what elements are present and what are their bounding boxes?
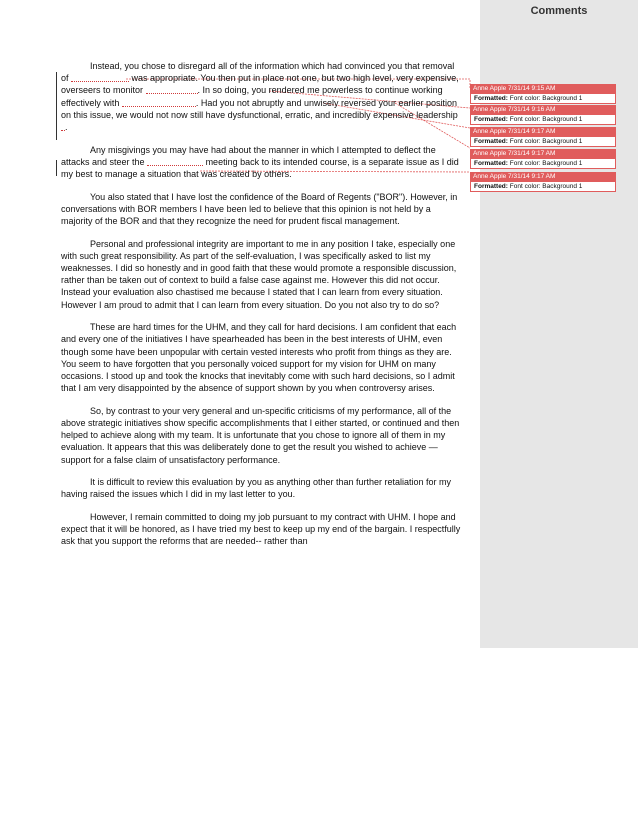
comment-body	[470, 182, 616, 192]
comment-label: Formatted:	[474, 95, 508, 102]
comment-detail: Font color: Background 1	[509, 138, 583, 145]
comment-detail: Font color: Background 1	[509, 160, 583, 167]
paragraph-text: was appropriate. You then put in place not one, but two high level, very expensive, overseers to monitor	[61, 73, 459, 96]
comments-pane-heading: Comments	[530, 5, 588, 17]
paragraph	[61, 60, 461, 133]
comment-body	[470, 115, 616, 125]
comment-balloon[interactable]	[470, 127, 616, 147]
comment-label: Formatted:	[474, 183, 508, 190]
document-body	[61, 60, 461, 558]
paragraph: However, I remain committed to doing my job pursuant to my contract with UHM. I hope and expect that it will be honored, as I have tried my best to keep up my end of the bargain. I respectfully ask that you support the reforms that are needed-- rather than	[61, 512, 461, 547]
paragraph	[61, 144, 461, 181]
comment-balloon[interactable]	[470, 149, 616, 169]
change-bar	[56, 72, 57, 140]
comment-detail: Font color: Background 1	[509, 116, 583, 123]
paragraph: Personal and professional integrity are important to me in any position I take, especially one with such great responsibility. As part of the self-evaluation, I was specifically asked to list my weaknesses. I did so honestly and in good faith that these would promote a responsible discussion, rather than be taken out of context to build a false case against me. However this did not occur. Instead your evaluation also chastised me because I stated that I can learn from every situation. However I am proud to admit that I can learn from every situation. Do you not also try to do so?	[61, 238, 457, 310]
paragraph: You also stated that I have lost the confidence of the Board of Regents ("BOR"). However, in conversations with BOR members I have been led to believe that this opinion is not held by a majority of the BOR and that they recognize the need for prudent fiscal management.	[61, 191, 458, 227]
redacted-text	[71, 72, 129, 82]
paragraph: So, by contrast to your very general and un-specific criticisms of my performance, all of the above strategic initiatives show specific accomplishments that I either started, or continued and then helped to achieve along with my team. It is unfortunate that you chose to ignore all of them in my evaluation. It appears that this was deliberately done to get the result you wished to achieve — support for a false claim of unsatisfactory performance.	[61, 405, 460, 465]
redacted-text	[147, 156, 203, 166]
comment-balloon[interactable]	[470, 172, 616, 192]
comment-label: Formatted:	[474, 160, 508, 167]
comment-author-time: Anne Apple 7/31/14 9:17 AM	[470, 172, 616, 182]
comment-author-time: Anne Apple 7/31/14 9:17 AM	[470, 149, 616, 159]
paragraph-text: meeting back to its intended course, is a separate issue as I did my best to manage a situation that was created by others.	[61, 156, 459, 180]
comment-detail: Font color: Background 1	[509, 183, 583, 190]
comment-author-time: Anne Apple 7/31/14 9:16 AM	[470, 105, 616, 115]
comment-label: Formatted:	[474, 116, 508, 123]
paragraph: These are hard times for the UHM, and they call for hard decisions. I am confident that each and every one of the initiatives I have spearheaded has been in the best interests of UHM, even though some have been unpopular with certain vested interests who profit from things as they are. You seem to have forgotten that you personally voiced support for my vision for UHM on many occasions. I stood up and took the knocks that inevitably come with such hard decisions, so I admit that I am very disappointed by the absence of support shown by you when controversy arises.	[61, 322, 457, 394]
comment-body	[470, 137, 616, 147]
comment-balloon[interactable]	[470, 105, 616, 125]
paragraph-text: Any misgivings you may have had about the manner in which I attempted to deflect the attacks and steer the	[61, 144, 436, 167]
comment-author-time: Anne Apple 7/31/14 9:17 AM	[470, 127, 616, 137]
comment-detail: Font color: Background 1	[509, 95, 583, 102]
comment-body	[470, 159, 616, 169]
comment-body	[470, 94, 616, 104]
paragraph: It is difficult to review this evaluation by you as anything other than further retaliation for my having raised the issues which I did in my last letter to you.	[61, 477, 452, 500]
comment-author-time: Anne Apple 7/31/14 9:15 AM	[470, 84, 616, 94]
change-bar	[56, 160, 57, 176]
comment-label: Formatted:	[474, 138, 508, 145]
paragraph-text: . In so doing, you rendered me powerless to continue working effectively with	[61, 85, 443, 108]
paragraph-text: Instead, you chose to disregard all of the information which had convinced you that removal of	[61, 61, 455, 84]
paragraph-text: .	[65, 122, 68, 133]
redacted-text	[122, 97, 196, 107]
comment-balloon[interactable]	[470, 84, 616, 104]
redacted-text	[146, 84, 198, 94]
paragraph-text: . Had you not abruptly and unwisely reversed your earlier position on this issue, we would not now still have dysfunctional, erratic, and incredibly expensive leadership	[61, 97, 458, 120]
